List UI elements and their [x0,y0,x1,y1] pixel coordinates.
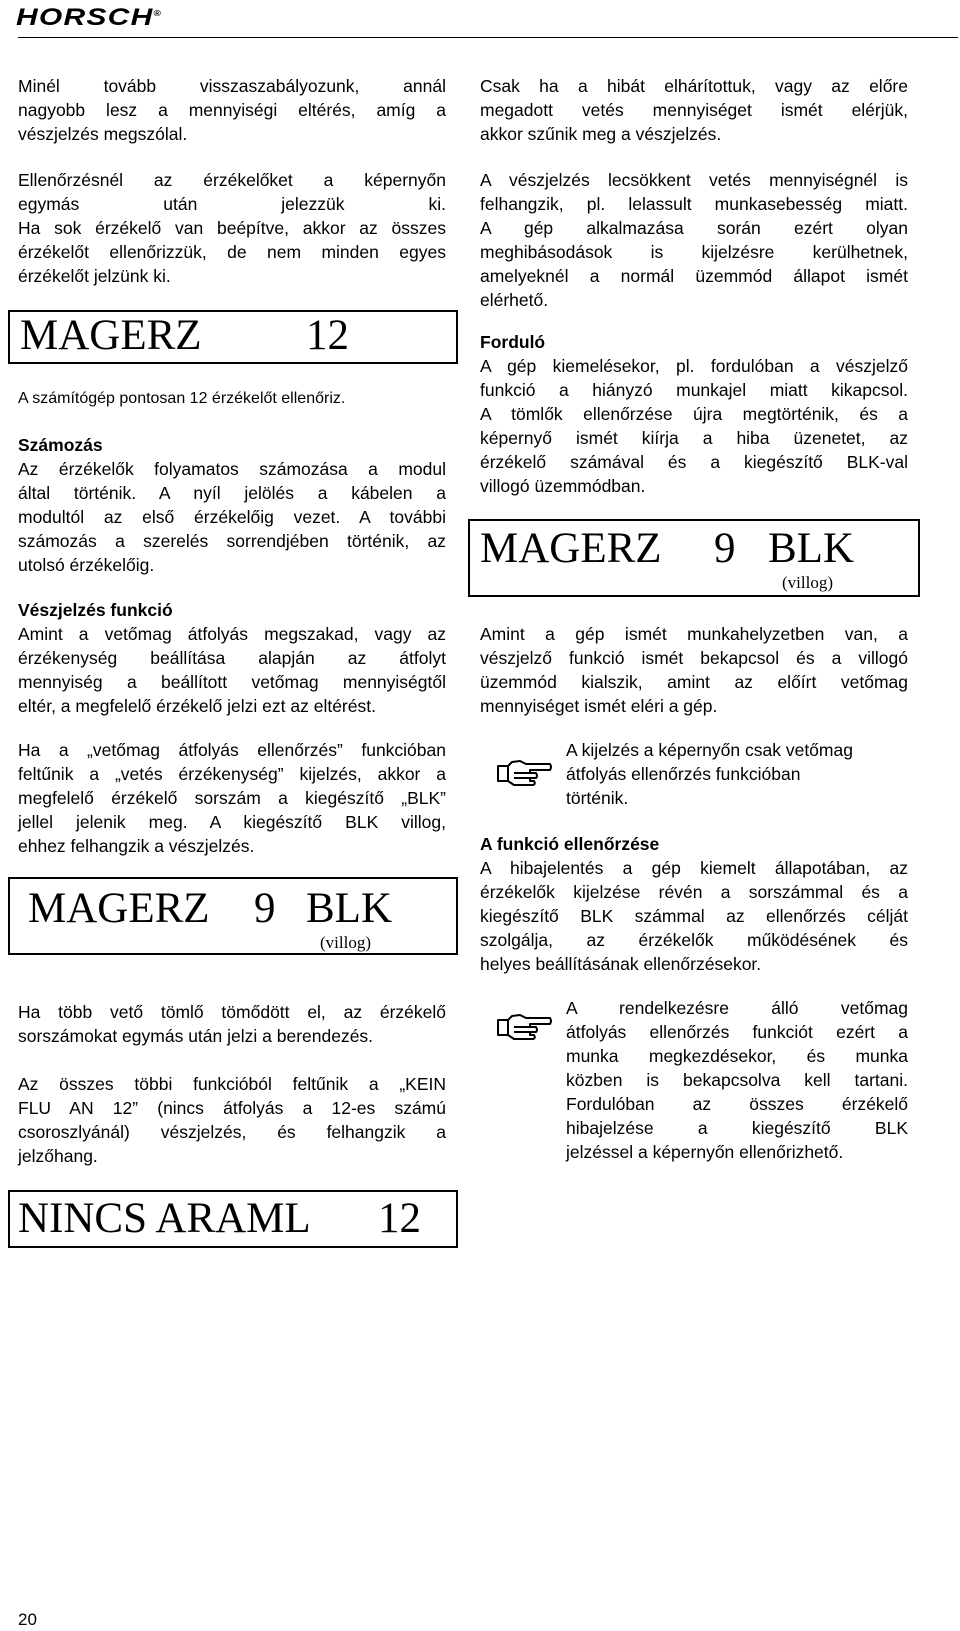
caption-12-sensors: A számítógép pontosan 12 érzékelőt ellenőriz. [18,390,346,407]
text-line: A rendelkezésre álló vetőmag [566,998,908,1018]
text-line: funkció a hiányzó munkajel miatt kikapcsol. [480,380,908,400]
display-number: 12 [378,1195,421,1242]
text-line: Amint a gép ismét munkahelyzetben van, a [480,624,908,644]
text-line: megfelelő érzékelő sorszám a kiegészítő „BLK” [18,788,446,808]
text-line: ehhez felhangzik a vészjelzés. [18,836,255,856]
heading-numbering: Számozás [18,435,103,455]
text-line: átfolyás ellenőrzés funkciót ezért a [566,1022,908,1042]
display-note: (villog) [782,573,833,592]
paragraph-alarm-stop [480,74,908,146]
horsch-logo: HORSCH® [16,4,163,31]
text-line: nagyobb lesz a mennyiségi eltérés, amíg a [18,100,446,120]
text-line: villogó üzemmódban. [480,476,646,496]
text-line: Ha a „vetőmag átfolyás ellenőrzés” funkcióban [18,740,446,760]
paragraph-work-position [480,622,908,718]
paragraph-numbering [18,457,446,577]
text-line: Ha sok érzékelő van beépítve, akkor az összes [18,218,446,238]
text-line: modultól az első érzékelőig vezet. A további [18,507,446,527]
text-line: kiegészítő BLK számmal az ellenőrzés célját [480,906,908,926]
text-line: vészjelző funkció ismét bekapcsol és a villogó [480,648,908,668]
text-line: mennyiség a beállított vetőmag mennyiségtől [18,672,446,692]
display-suffix: BLK [768,525,854,572]
heading-function-check: A funkció ellenőrzése [480,834,660,854]
text-line: helyes beállításának ellenőrzésekor. [480,954,762,974]
text-line: képernyő ismét kiírja a hiba üzenetet, az [480,428,908,448]
text-line: Ha több vető tömlő tömődött el, az érzékelő [18,1002,446,1022]
text-line: egymás után jelezzük ki. [18,194,446,214]
display-suffix: BLK [306,885,392,932]
text-line: átfolyás ellenőrzés funkcióban [566,764,801,784]
text-line: Fordulóban az összes érzékelő [566,1094,908,1114]
display-number: 9 [714,525,736,572]
display-word: MAGERZ [480,525,662,572]
paragraph-turn [480,354,908,498]
text-line: üzemmód kialszik, amint az előírt vetőmag [480,672,908,692]
text-line: A tömlők ellenőrzése újra megtörténik, és a [480,404,908,424]
text-line: csoroszlyánál) vészjelzés, és felhangzik a [18,1122,446,1142]
text-line: A kijelzés a képernyőn csak vetőmag [566,740,853,760]
text-line: Az összes többi funkcióból feltűnik a „KEIN [18,1074,446,1094]
display-word: MAGERZ [20,312,202,359]
display-number: 9 [254,885,276,932]
text-line: Minél tovább visszaszabályozunk, annál [18,76,446,96]
text-line: által történik. A nyíl jelölés a kábelen a [18,483,446,503]
paragraph-low-rate [480,168,908,312]
paragraph-multiple-tubes [18,1000,446,1048]
text-line: Csak ha a hibát elhárítottuk, vagy az előre [480,76,908,96]
text-line: érzékelők kijelzése révén a sorszámmal és a [480,882,908,902]
text-line: A vészjelzés lecsökkent vetés mennyiségnél is [480,170,908,190]
display-box-magerz-12 [8,310,458,364]
text-line: hibajelzése a kiegészítő BLK [566,1118,908,1138]
heading-turn: Forduló [480,332,546,352]
pointing-hand-icon [496,757,552,787]
text-line: jelzéssel a képernyőn ellenőrizhető. [566,1142,844,1162]
text-line: feltűnik a „vetés érzékenység” kijelzés, akkor a [18,764,446,784]
heading-alarm-function: Vészjelzés funkció [18,600,173,620]
note-display-only [566,738,908,810]
text-line: megadott vetés mennyiséget ismét elérjük, [480,100,908,120]
text-line: felhangzik, pl. lelassult munkasebesség miatt. [480,194,908,214]
text-line: Amint a vetőmag átfolyás megszakad, vagy az [18,624,446,644]
header-rule [18,37,958,38]
text-line: történik. [566,788,629,808]
text-line: utolsó érzékelőig. [18,555,155,575]
text-line: Az érzékelők folyamatos számozása a modul [18,459,446,479]
display-number: 12 [306,312,349,359]
paragraph-kein-flu [18,1072,446,1168]
paragraph-alarm [18,622,446,718]
text-line: érzékelő számával és a kiegészítő BLK-val [480,452,908,472]
display-note: (villog) [320,933,371,952]
display-box-magerz-9-blk-right [468,519,920,597]
text-line: számozás a szerelés sorrendjében történik, az [18,531,446,551]
text-line: jellel jelenik meg. A kiegészítő BLK villog, [18,812,446,832]
display-box-magerz-9-blk [8,877,458,955]
text-line: jelzőhang. [18,1146,98,1166]
text-line: elérhető. [480,290,549,310]
text-line: akkor szűnik meg a vészjelzés. [480,124,722,144]
paragraph-readjust [18,74,446,146]
paragraph-check-sensors [18,168,446,288]
text-line: A gép kiemelésekor, pl. fordulóban a vészjelző [480,356,908,376]
text-line: vészjelzés megszólal. [18,124,188,144]
text-line: FLU AN 12” (nincs átfolyás a 12-es számú [18,1098,446,1118]
text-line: meghibásodások is kijelzésre kerülhetnek, [480,242,908,262]
text-line: érzékelőt jelzünk ki. [18,266,171,286]
text-line: munka megkezdésekor, és munka [566,1046,908,1066]
paragraph-function-check [480,856,908,976]
pointing-hand-icon [496,1011,552,1041]
text-line: érzékenység beállítása alapján az átfolyt [18,648,446,668]
display-word: NINCS ARAML [18,1195,311,1242]
text-line: A gép alkalmazása során ezért olyan [480,218,908,238]
text-line: Ellenőrzésnél az érzékelőket a képernyőn [18,170,446,190]
page-number: 20 [18,1610,37,1629]
display-word: MAGERZ [28,885,210,932]
text-line: sorszámokat egymás után jelzi a berendezés. [18,1026,374,1046]
note-keep-enabled [566,996,908,1164]
text-line: érzékelőt ellenőrizzük, de nem minden egyes [18,242,446,262]
display-box-nincs-araml-12 [8,1190,458,1248]
text-line: mennyiséget ismét eléri a gép. [480,696,718,716]
text-line: amelyeknél a normál üzemmód állapot ismét [480,266,908,286]
text-line: eltér, a megfelelő érzékelő jelzi ezt az eltérést. [18,696,376,716]
paragraph-blk [18,738,446,858]
text-line: közben is bekapcsolva kell tartani. [566,1070,908,1090]
text-line: szolgálja, az érzékelők működésének és [480,930,908,950]
text-line: A hibajelentés a gép kiemelt állapotában, az [480,858,908,878]
